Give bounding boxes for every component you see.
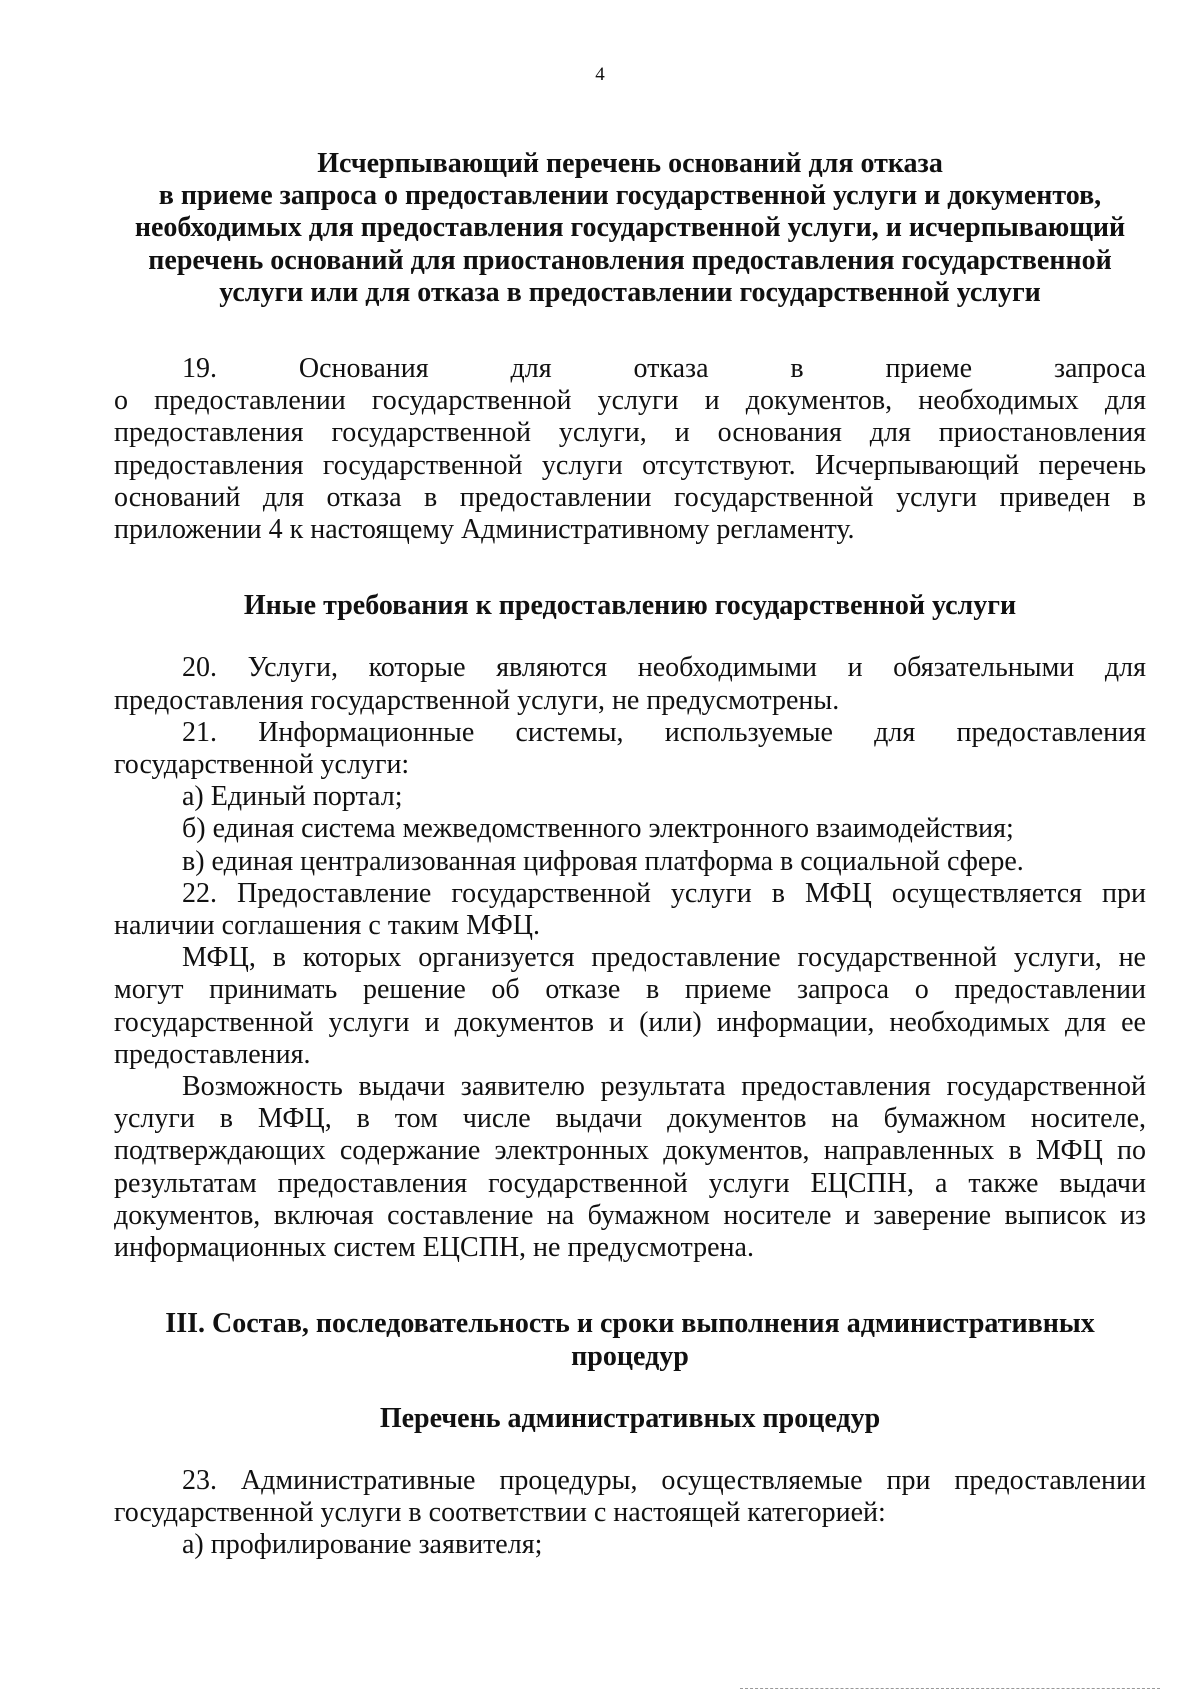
paragraph-20: 20. Услуги, которые являются необходимыми и обязательными для предоставления государственной услуги, не предусмотрены. xyxy=(114,652,1146,716)
spacer xyxy=(114,1373,1146,1403)
word: отказа xyxy=(633,353,709,385)
spacer xyxy=(114,622,1146,652)
spacer xyxy=(114,546,1146,590)
paragraph-22-mfc: МФЦ, в которых организуется предоставление государственной услуги, не могут принимать решение об отказе в приеме запроса о предоставлении государственной услуги и документов и (или) информации, необходимых для ее предоставления. xyxy=(114,942,1146,1070)
list-item: а) Единый портал; xyxy=(182,781,403,813)
word: Основания xyxy=(298,353,429,385)
section-title-refusal-grounds xyxy=(114,148,1146,309)
list-item: б) единая система межведомственного электронного взаимодействия; xyxy=(182,813,1014,845)
title-line: необходимых для предоставления государственной услуги, и исчерпывающий xyxy=(134,212,1126,244)
word: для xyxy=(510,353,552,385)
paragraph-19-first-line xyxy=(114,353,1146,385)
paragraph-21: 21. Информационные системы, используемые для предоставления государственной услуги: xyxy=(114,716,1146,781)
spacer xyxy=(114,1264,1146,1308)
word: запроса xyxy=(1053,353,1146,385)
page-number: 4 xyxy=(595,64,605,85)
footer-divider xyxy=(740,1688,1160,1689)
title-line: процедур xyxy=(571,1340,689,1372)
title-line: услуги или для отказа в предоставлении государственной услуги xyxy=(219,276,1041,308)
list-item: в) единая централизованная цифровая платформа в социальной сфере. xyxy=(182,845,1024,877)
word: 19. xyxy=(182,353,217,385)
title-line: III. Состав, последовательность и сроки выполнения административных xyxy=(165,1308,1095,1340)
word: в xyxy=(790,353,804,385)
spacer xyxy=(114,309,1146,353)
section-title-procedures xyxy=(114,1308,1146,1372)
document-body xyxy=(114,148,1146,1562)
title-line: в приеме запроса о предоставлении государственной услуги и документов, xyxy=(158,180,1102,212)
list-item: а) профилирование заявителя; xyxy=(182,1529,543,1561)
title-line: Исчерпывающий перечень оснований для отказа xyxy=(317,148,943,179)
paragraph-23: 23. Административные процедуры, осуществляемые при предоставлении государственной услуги в соответствии с настоящей категорией: xyxy=(114,1464,1146,1529)
paragraph-22-possibility: Возможность выдачи заявителю результата предоставления государственной услуги в МФЦ, в том числе выдачи документов на бумажном носителе, подтверждающих содержание электронных документов, направленных в МФЦ по результатам предоставления государственной услуги ЕЦСПН, а также выдачи документов, включая составление на бумажном носителе и заверение выписок из информационных систем ЕЦСПН, не предусмотрена. xyxy=(114,1071,1146,1264)
spacer xyxy=(114,1435,1146,1465)
paragraph-22: 22. Предоставление государственной услуги в МФЦ осуществляется при наличии соглашения с таким МФЦ. xyxy=(114,877,1146,942)
section-title-other-requirements: Иные требования к предоставлению государственной услуги xyxy=(243,590,1017,622)
subsection-title-procedure-list: Перечень административных процедур xyxy=(379,1402,881,1434)
title-line: перечень оснований для приостановления предоставления государственной xyxy=(148,244,1112,276)
word: приеме xyxy=(885,353,973,385)
paragraph-19-body: о предоставлении государственной услуги и документов, необходимых для предоставления государственной услуги, и основания для приостановления предоставления государственной услуги отсутствуют. Исчерпывающий перечень оснований для отказа в предоставлении государственной услуги приведен в приложении 4 к настоящему Административному регламенту. xyxy=(114,385,1146,546)
